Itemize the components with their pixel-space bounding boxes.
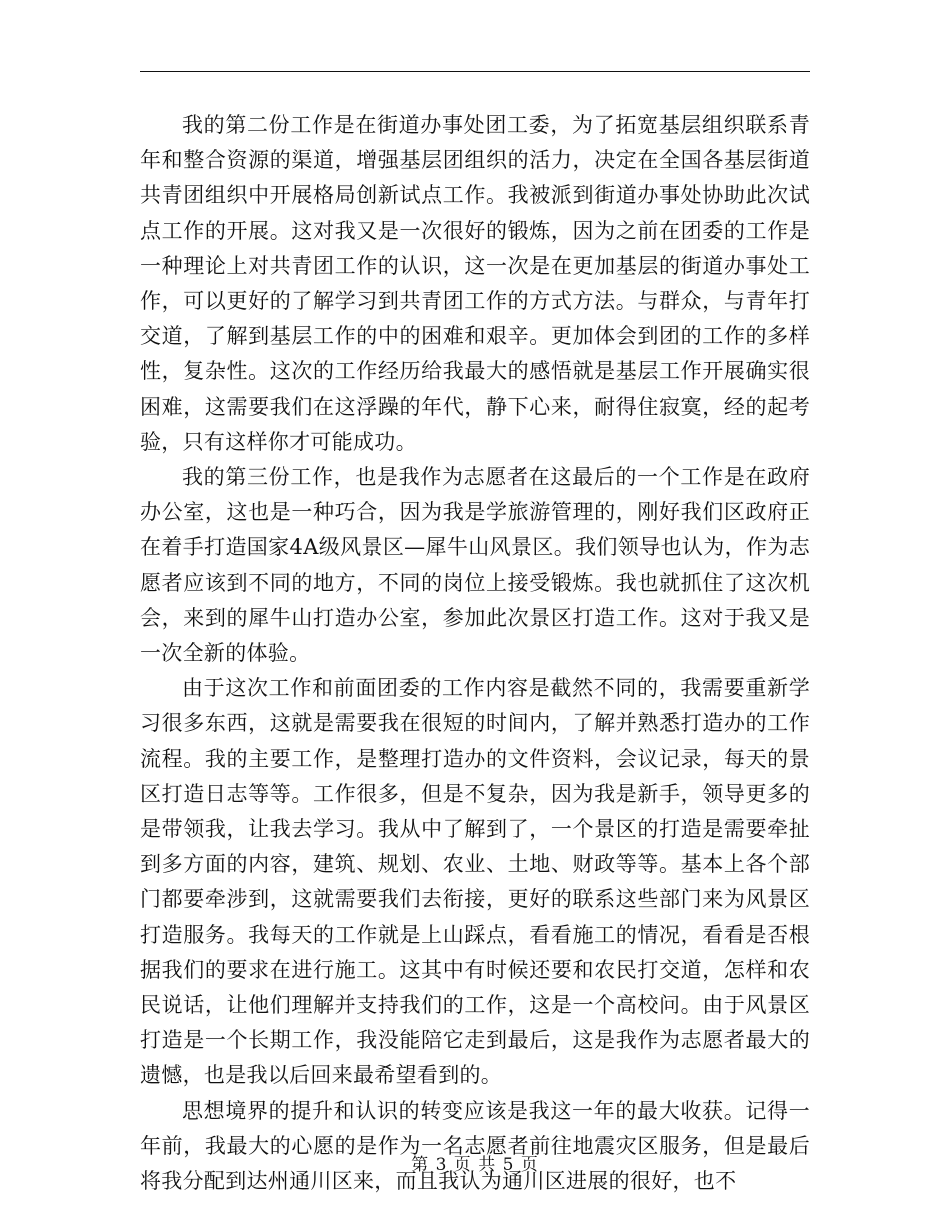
paragraph-third-job: 我的第三份工作，也是我作为志愿者在这最后的一个工作是在政府办公室，这也是一种巧合，因为我是学旅游管理的，刚好我们区政府正在着手打造国家4A级风景区—犀牛山风景区。我们领导也认为，作为志愿者应该到不同的地方，不同的岗位上接受锻炼。我也就抓住了这次机会，来到的犀牛山打造办公室，参加此次景区打造工作。这对于我又是一次全新的体验。 (140, 465, 810, 666)
paragraph-reflection: 思想境界的提升和认识的转变应该是我这一年的最大收获。记得一年前，我最大的心愿的是作为一名志愿者前往地震灾区服务，但是最后将我分配到达州通川区来，而且我认为通川区进展的很好，也不 (140, 1098, 810, 1194)
body-text (140, 108, 810, 1199)
header-rule (140, 71, 810, 72)
paragraph-scenic-work: 由于这次工作和前面团委的工作内容是截然不同的，我需要重新学习很多东西，这就是需要我在很短的时间内，了解并熟悉打造办的工作流程。我的主要工作，是整理打造办的文件资料，会议记录，每天的景区打造日志等等。工作很多，但是不复杂，因为我是新手，领导更多的是带领我，让我去学习。我从中了解到了，一个景区的打造是需要牵扯到多方面的内容，建筑、规划、农业、土地、财政等等。基本上各个部门都要牵涉到，这就需要我们去衔接，更好的联系这些部门来为风景区打造服务。我每天的工作就是上山踩点，看看施工的情况，看看是否根据我们的要求在进行施工。这其中有时候还要和农民打交道，怎样和农民说话，让他们理解并支持我们的工作，这是一个高校问。由于风景区打造是一个长期工作，我没能陪它走到最后，这是我作为志愿者最大的遗憾，也是我以后回来最希望看到的。 (140, 676, 810, 1088)
paragraph-second-job: 我的第二份工作是在街道办事处团工委，为了拓宽基层组织联系青年和整合资源的渠道，增强基层团组织的活力，决定在全国各基层街道共青团组织中开展格局创新试点工作。我被派到街道办事处协助此次试点工作的开展。这对我又是一次很好的锻炼，因为之前在团委的工作是一种理论上对共青团工作的认识，这一次是在更加基层的街道办事处工作，可以更好的了解学习到共青团工作的方式方法。与群众，与青年打交道，了解到基层工作的中的困难和艰辛。更加体会到团的工作的多样性，复杂性。这次的工作经历给我最大的感悟就是基层工作开展确实很困难，这需要我们在这浮躁的年代，静下心来，耐得住寂寞，经的起考验，只有这样你才可能成功。 (140, 113, 810, 454)
page-number-footer: 第 3 页 共 5 页 (411, 1155, 539, 1175)
